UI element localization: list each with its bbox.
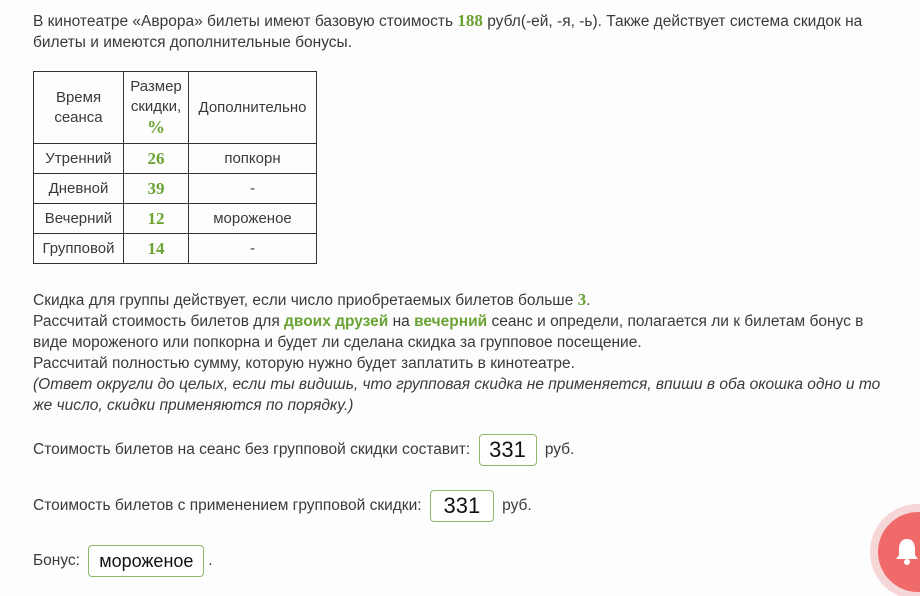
discount-table (33, 71, 317, 264)
group-min: 3 (577, 290, 587, 309)
header-discount: Размер скидки, % (124, 72, 189, 144)
q2-label: Стоимость билетов с применением групповой скидки: (33, 497, 422, 515)
cell-discount: 12 (124, 204, 189, 234)
table-row (34, 204, 317, 234)
cell-extra: - (189, 174, 317, 204)
who-highlight: двоих друзей (284, 313, 389, 330)
q1-answer-input[interactable]: 331 (479, 434, 537, 466)
session-highlight: вечерний (414, 313, 488, 330)
q2-unit: руб. (502, 497, 532, 515)
header-session: Время сеанса (34, 72, 124, 144)
group-rule: Скидка для группы действует, если число приобретаемых билетов больше 3. (33, 290, 591, 309)
intro-part1: В кинотеатре «Аврора» билеты имеют базовую стоимость (33, 13, 458, 30)
hint-text: (Ответ округли до целых, если ты видишь, что групповая скидка не применяется, впиши в оба окошка одно и то же число, скидки применяются по порядку.) (33, 376, 881, 414)
cell-session: Вечерний (34, 204, 124, 234)
table-row (34, 174, 317, 204)
header-extra: Дополнительно (189, 72, 317, 144)
cell-discount: 39 (124, 174, 189, 204)
calc-instruction: Рассчитай стоимость билетов для двоих друзей на вечерний сеанс и определи, полагается ли к билетам бонус в виде мороженого или попкорна и будет ли сделана скидка за групповое посещение. (33, 313, 864, 351)
cell-session: Дневной (34, 174, 124, 204)
total-instruction: Рассчитай полностью сумму, которую нужно будет заплатить в кинотеатре. (33, 355, 575, 372)
q1-label: Стоимость билетов на сеанс без групповой скидки составит: (33, 441, 471, 459)
floating-round-button[interactable] (878, 512, 920, 592)
task-text (33, 289, 883, 416)
cell-session: Утренний (34, 144, 124, 174)
cell-extra: попкорн (189, 144, 317, 174)
header-percent: % (147, 116, 165, 137)
cell-discount: 26 (124, 144, 189, 174)
q3-label: Бонус: (33, 552, 80, 570)
q3-answer-input[interactable]: мороженое (88, 545, 204, 577)
intro-part2: рубл(-ей, -я, -ь). Также действует система скидок на билеты и имеются дополнительные бонусы. (33, 13, 863, 51)
cell-session: Групповой (34, 234, 124, 264)
table-header-row (34, 72, 317, 144)
cell-discount: 14 (124, 234, 189, 264)
cell-extra: мороженое (189, 204, 317, 234)
question-2 (33, 490, 532, 522)
bell-icon (892, 536, 920, 566)
base-price: 188 (457, 11, 483, 30)
table-row (34, 144, 317, 174)
question-3: Бонус: мороженое . (33, 545, 213, 577)
question-1 (33, 434, 574, 466)
intro-text (33, 10, 883, 53)
cell-extra: - (189, 234, 317, 264)
table-row (34, 234, 317, 264)
q2-answer-input[interactable]: 331 (430, 490, 494, 522)
q1-unit: руб. (544, 441, 575, 459)
